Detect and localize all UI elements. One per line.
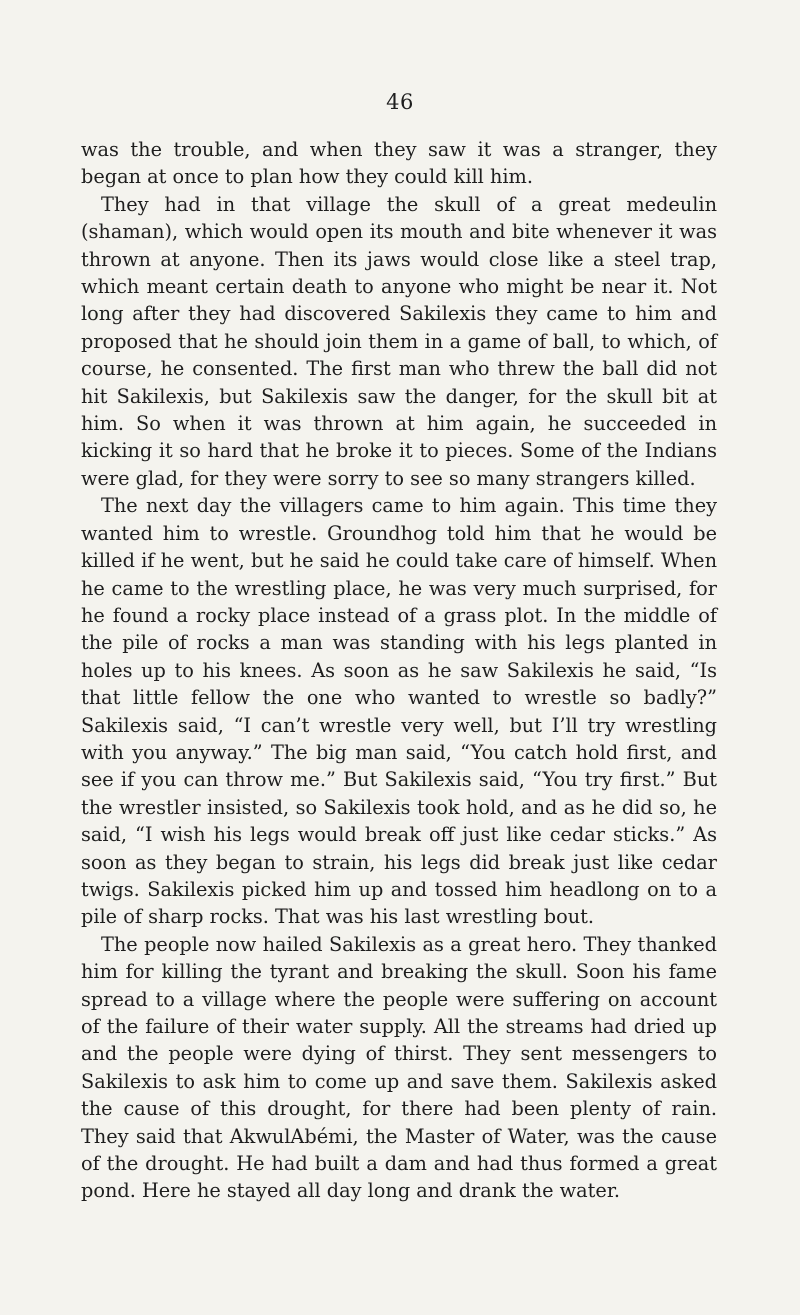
- paragraph-hero: The people now hailed Sakilexis as a great hero. They thanked him for killing the tyrant and breaking the skull. Soon his fame spread to a village where the people were suffering on account of the failure of their water supply. All the streams had dried up and the people were dying of thirst. They sent messengers to Sakilexis to ask him to come up and save them. Sakilexis asked the cause of this drought, for there had been plenty of rain. They said that AkwulAbémi, the Master of Water, was the cause of the drought. He had built a dam and had thus formed a great pond. Here he stayed all day long and drank the water.: [81, 932, 717, 1203]
- paragraph-wrestling: The next day the villagers came to him again. This time they wanted him to wrestle. Groundhog told him that he would be killed if he went, but he said he could take care of himself. When he came to the wrestling place, he was very much surprised, for he found a rocky place instead of a grass plot. In the middle of the pile of rocks a man was standing with his legs planted in holes up to his knees. As soon as he saw Sakilexis he said, “Is that little fellow the one who wanted to wrestle so badly?” Sakilexis said, “I can’t wrestle very well, but I’ll try wrestling with you anyway.” The big man said, “You catch hold first, and see if you can throw me.” But Sakilexis said, “You try first.” But the wrestler insisted, so Sakilexis took hold, and as he did so, he said, “I wish his legs would break off just like cedar sticks.” As soon as they began to strain, his legs did break just like cedar twigs. Sakilexis picked him up and tossed him headlong on to a pile of sharp rocks. That was his last wrestling bout.: [81, 494, 717, 929]
- body-text: [81, 136, 717, 1205]
- page-number: 46: [386, 90, 414, 114]
- paragraph-skull: They had in that village the skull of a great medeulin (shaman), which would open its mouth and bite whenever it was thrown at anyone. Then its jaws would close like a steel trap, which meant certain death to anyone who might be near it. Not long after they had discovered Sakilexis they came to him and proposed that he should join them in a game of ball, to which, of course, he consented. The first man who threw the ball did not hit Sakilexis, but Sakilexis saw the danger, for the skull bit at him. So when it was thrown at him again, he succeeded in kicking it so hard that he broke it to pieces. Some of the Indians were glad, for they were sorry to see so many strangers killed.: [81, 192, 717, 490]
- paragraph-continuation: was the trouble, and when they saw it was a stranger, they began at once to plan how they could kill him.: [81, 138, 717, 189]
